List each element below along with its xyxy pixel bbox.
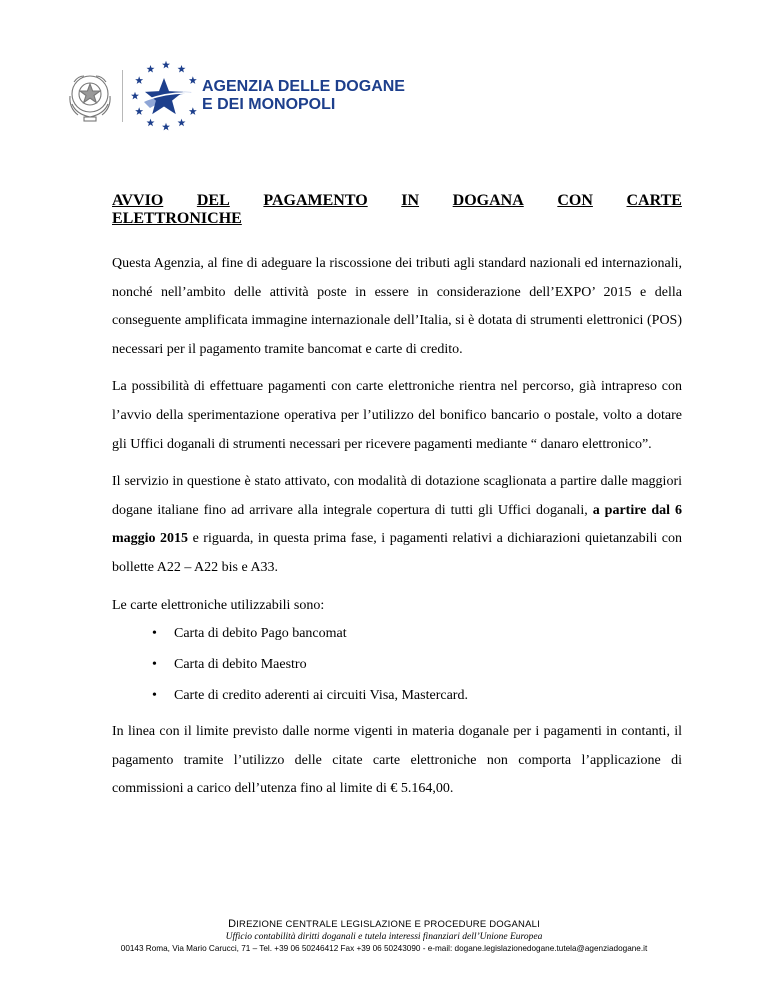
letterhead	[66, 56, 486, 136]
large-star-icon	[145, 78, 183, 114]
small-star-icon	[135, 107, 143, 115]
title-word: DEL	[196, 192, 230, 209]
footer-office: Ufficio contabilità diritti doganali e tutela interessi finanziari dell’Unione Europea	[225, 932, 543, 942]
paragraph-possibility: La possibilità di effettuare pagamenti con carte elettroniche rientra nel percorso, già intrapreso con l’avvio della sperimentazione operativa per l’utilizzo del bonifico bancario o postale, volto a dotare gli Uffici doganali di strumenti necessari per ricevere pagamenti mediante “ danaro elettronico”.	[112, 379, 682, 452]
title-word: AVVIO	[112, 192, 164, 209]
footer-directorate-initial: D	[228, 918, 237, 930]
list-item: • Carta di debito Maestro	[112, 655, 682, 675]
list-item: • Carte di credito aderenti ai circuiti Visa, Mastercard.	[112, 686, 682, 706]
title-word: DOGANA	[452, 192, 524, 209]
paragraph-cards-intro: Le carte elettroniche utilizzabili sono:	[112, 597, 325, 613]
title-word: CARTE	[626, 192, 682, 209]
title-word: CON	[557, 192, 593, 209]
small-star-icon	[147, 119, 155, 127]
start-date-highlight: a partire dal 6 maggio 2015	[112, 502, 683, 547]
small-star-icon	[189, 107, 197, 115]
page-footer	[0, 918, 768, 953]
document-title	[112, 192, 682, 228]
small-star-icon	[162, 61, 170, 69]
document-body	[112, 250, 682, 804]
small-star-icon	[162, 123, 170, 131]
title-line2: ELETTRONICHE	[112, 210, 242, 227]
header-divider	[122, 70, 123, 122]
footer-directorate-rest: IREZIONE CENTRALE LEGISLAZIONE E PROCEDURE DOGANALI	[236, 919, 540, 930]
agency-name	[202, 78, 405, 114]
footer-contacts: 00143 Roma, Via Mario Carucci, 71 – Tel. +39 06 50246412 Fax +39 06 50243090 - e-mail: dogane.legislazionedogane.tutela@agenziadogane.it	[120, 944, 648, 953]
paragraph-service-text-end: e riguarda, in questa prima fase, i pagamenti relativi a dichiarazioni quietanzabili con bollette A22 – A22 bis e A33.	[112, 531, 682, 575]
list-item: • Carta di debito Pago bancomat	[112, 624, 682, 644]
star-circle-logo-icon	[126, 56, 206, 136]
paragraph-service-text: Il servizio in questione è stato attivato, con modalità di dotazione scaglionata a partire dalle maggiori dogane italiane fino ad arrivare alla integrale copertura di tutti gli Uffici doganali,	[112, 474, 682, 518]
title-line1	[112, 192, 682, 210]
paragraph-intro: Questa Agenzia, al fine di adeguare la riscossione dei tributi agli standard nazionali ed internazionali, nonché nell’ambito delle attività poste in essere in considerazione dell’EXPO’ 2015 e della conseguente amplificata immagine internazionale dell’Italia, si è dotata di strumenti elettronici (POS) necessari per il pagamento tramite bancomat e carte di credito.	[112, 256, 682, 357]
small-star-icon	[131, 92, 139, 100]
paragraph-service	[112, 468, 682, 582]
footer-directorate	[0, 918, 768, 930]
paragraph-commissions: In linea con il limite previsto dalle norme vigenti in materia doganale per i pagamenti in contanti, il pagamento tramite l’utilizzo delle citate carte elettroniche non comporta l’applicazione di commissioni a carico dell’utenza fino al limite di € 5.164,00.	[112, 724, 682, 797]
title-word: IN	[401, 192, 420, 209]
small-star-icon	[189, 76, 197, 84]
italian-republic-emblem-icon	[66, 70, 114, 122]
title-word: PAGAMENTO	[263, 192, 368, 209]
agency-name-line2: E DEI MONOPOLI	[202, 96, 336, 113]
cards-list	[112, 624, 682, 706]
small-star-icon	[178, 119, 186, 127]
agency-name-line1: AGENZIA DELLE DOGANE	[202, 78, 405, 95]
small-star-icon	[147, 65, 155, 73]
small-star-icon	[178, 65, 186, 73]
small-star-icon	[135, 76, 143, 84]
